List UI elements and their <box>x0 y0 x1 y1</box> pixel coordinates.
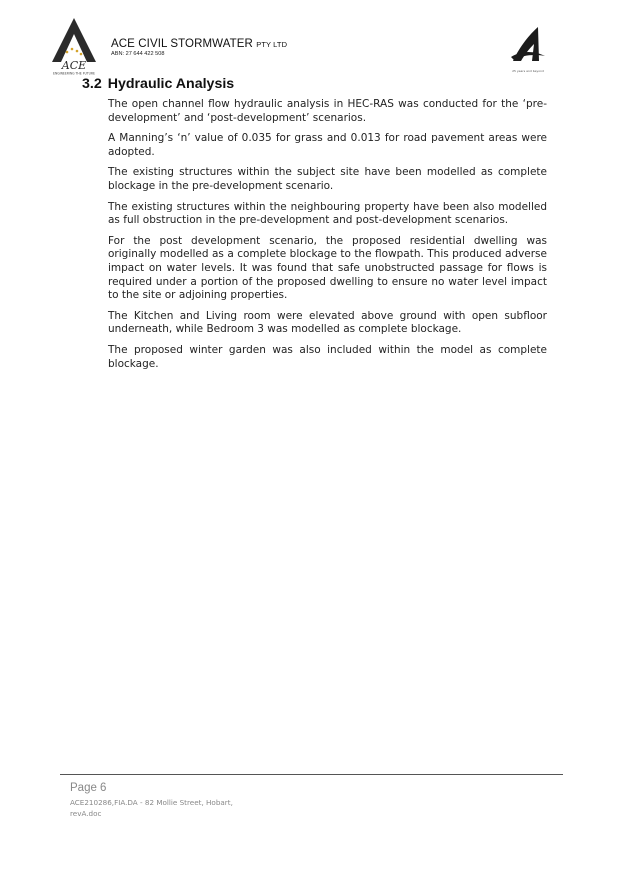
company-name <box>111 38 287 50</box>
ace-logo <box>46 16 102 76</box>
section-body <box>108 98 547 378</box>
paragraph: The Kitchen and Living room were elevated above ground with open subfloor underneath, while Bedroom 3 was modelled as complete blockage. <box>108 309 547 336</box>
page-number: Page 6 <box>70 782 107 794</box>
paragraph: For the post development scenario, the proposed residential dwelling was originally modelled as a complete blockage to the flowpath. This produced adverse impact on water levels. It was found that safe unobstructed passage for flows is required under a portion of the proposed dwelling to ensure no water level impact to the site or adjoining properties. <box>108 234 547 302</box>
anniversary-swoosh-shape <box>511 52 545 60</box>
company-abn: ABN: 27 644 422 508 <box>111 51 165 57</box>
logo-dot-2 <box>71 48 74 51</box>
anniversary-logo <box>508 24 548 76</box>
paragraph: The existing structures within the neighbouring property have been also modelled as full obstruction in the pre-development and post-development scenarios. <box>108 200 547 227</box>
logo-triangle-shape <box>52 18 96 62</box>
section-title <box>82 76 234 92</box>
section-number: 3.2 <box>82 76 102 92</box>
footer-divider <box>60 774 563 775</box>
document-reference: ACE210286,FIA.DA - 82 Mollie Street, Hobart, revA.doc <box>70 798 233 818</box>
logo-dot-4 <box>80 53 83 56</box>
paragraph: The existing structures within the subject site have been modelled as complete blockage in the pre-development scenario. <box>108 166 547 192</box>
logo-tagline-text: ENGINEERING THE FUTURE <box>52 71 96 76</box>
logo-dot-1 <box>66 51 69 54</box>
paragraph: The proposed winter garden was also included within the model as complete blockage. <box>108 343 547 370</box>
company-name-text: ACE CIVIL STORMWATER <box>111 38 253 50</box>
section-title-text: Hydraulic Analysis <box>107 76 235 92</box>
logo-ace-text: ACE <box>61 59 87 72</box>
paragraph: The open channel flow hydraulic analysis in HEC-RAS was conducted for the ‘pre-development’ and ‘post-development’ scenarios. <box>108 98 547 124</box>
company-block <box>111 38 287 57</box>
logo-dot-3 <box>76 50 79 53</box>
paragraph: A Manning’s ‘n’ value of 0.035 for grass and 0.013 for road pavement areas were adopted. <box>108 132 547 158</box>
anniversary-caption: 25 years and beyond <box>512 69 544 73</box>
company-suffix: PTY LTD <box>256 40 288 49</box>
